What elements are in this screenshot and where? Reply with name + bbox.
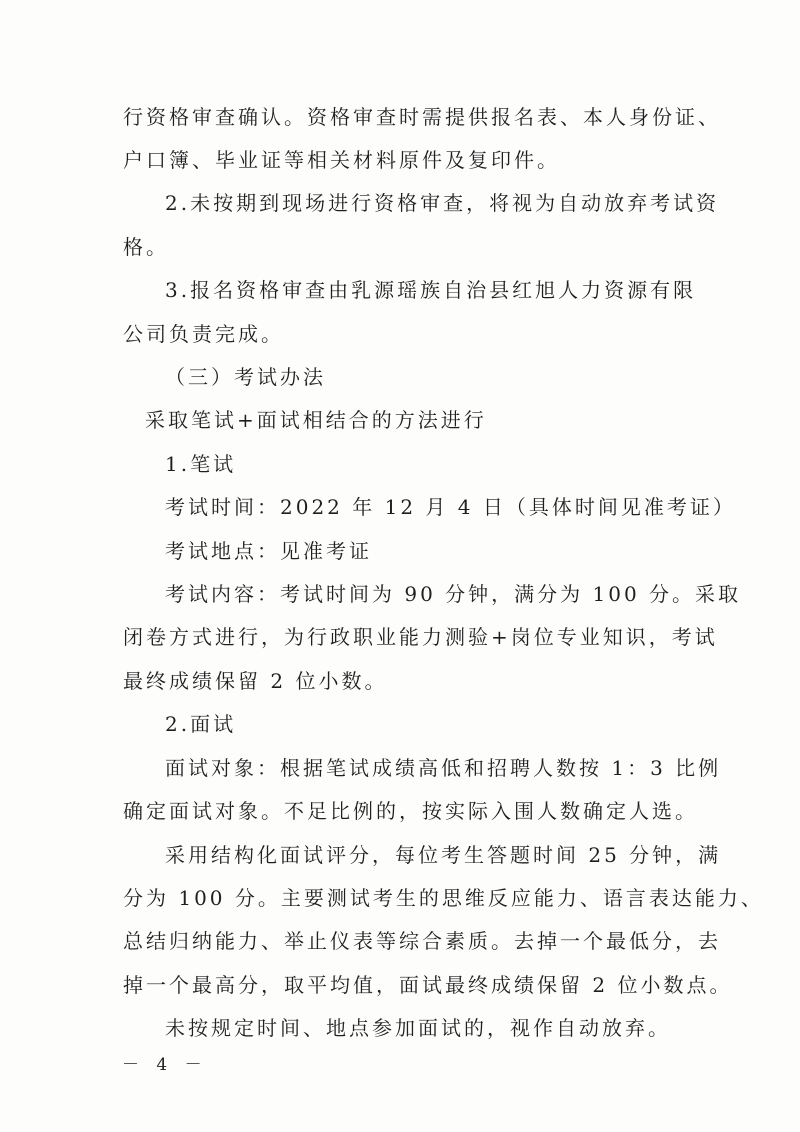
body-text-line: 确定面试对象。不足比例的，按实际入围人数确定人选。 — [123, 799, 698, 823]
body-text-line: 考试时间：2022 年 12 月 4 日（具体时间见准考证） — [165, 495, 736, 519]
body-text-line: 2.未按期到现场进行资格审查，将视为自动放弃考试资 — [165, 191, 720, 215]
body-text-line: 行资格审查确认。资格审查时需提供报名表、本人身份证、 — [123, 105, 721, 129]
body-text-line: 户口簿、毕业证等相关材料原件及复印件。 — [123, 148, 560, 172]
section-heading: （三）考试办法 — [165, 365, 326, 389]
body-text-line: 格。 — [123, 235, 169, 259]
body-text-line: 总结归纳能力、举止仪表等综合素质。去掉一个最低分，去 — [123, 929, 721, 953]
body-text-line: 最终成绩保留 2 位小数。 — [123, 669, 388, 693]
body-text-line: 分为 100 分。主要测试考生的思维反应能力、语言表达能力、 — [123, 886, 764, 910]
body-text-line: 掉一个最高分，取平均值，面试最终成绩保留 2 位小数点。 — [123, 973, 733, 997]
body-text-line: 采取笔试+面试相结合的方法进行 — [145, 408, 487, 432]
subsection-heading: 1.笔试 — [165, 452, 237, 476]
body-text-line: 面试对象：根据笔试成绩高低和招聘人数按 1：3 比例 — [165, 756, 722, 780]
body-text-line: 未按规定时间、地点参加面试的，视作自动放弃。 — [165, 1016, 671, 1040]
subsection-heading: 2.面试 — [165, 712, 237, 736]
body-text-line: 采用结构化面试评分，每位考生答题时间 25 分钟，满 — [165, 843, 722, 867]
body-text-line: 闭卷方式进行，为行政职业能力测验+岗位专业知识，考试 — [123, 625, 718, 649]
page-number: － 4 － — [122, 1055, 208, 1075]
body-text-line: 3.报名资格审查由乳源瑶族自治县红旭人力资源有限 — [165, 278, 697, 302]
body-text-line: 考试地点：见准考证 — [165, 539, 372, 563]
body-text-line: 公司负责完成。 — [123, 322, 284, 346]
body-text-line: 考试内容：考试时间为 90 分钟，满分为 100 分。采取 — [165, 582, 742, 606]
